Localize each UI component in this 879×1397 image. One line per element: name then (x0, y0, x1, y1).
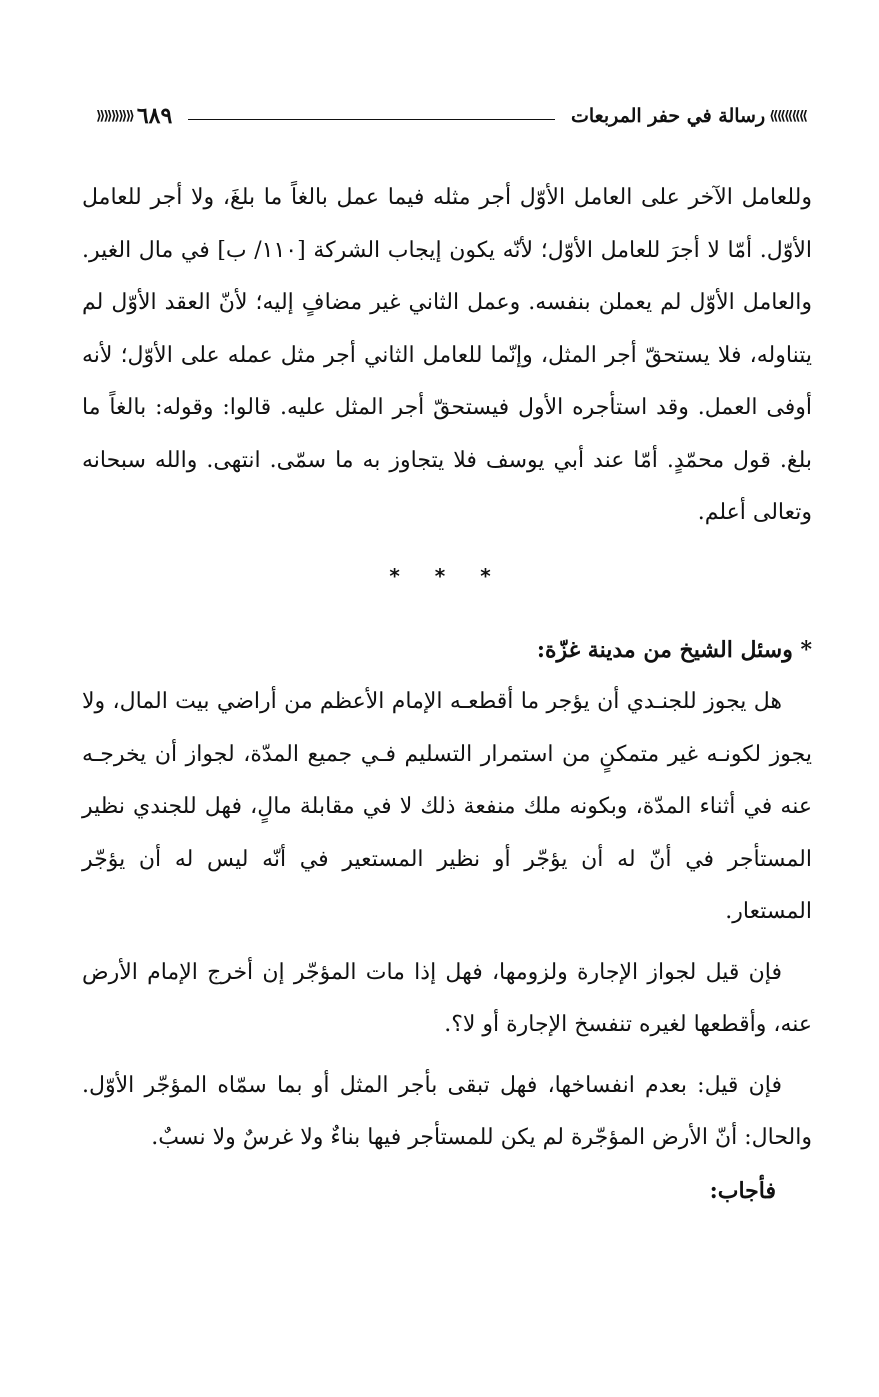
header-rule (188, 119, 555, 120)
paragraph-4: فإن قيل: بعدم انفساخها، فهل تبقى بأجر المثل أو بما سمّاه المؤجّر الأوّل. والحال: أنّ الأرض المؤجّرة لم يكن للمستأجر فيها بناءٌ ولا غرسٌ ولا نسبٌ. (82, 1072, 812, 1150)
paragraph-1: وللعامل الآخر على العامل الأوّل أجر مثله فيما عمل بالغاً ما بلغَ، ولا أجر للعامل الأوّل. أمّا لا أجرَ للعامل الأوّل؛ لأنّه يكون إيجاب الشركة [١١٠/ ب] في مال الغير. والعامل الأوّل لم يعملن بنفسه. وعمل الثاني غير مضافٍ إليه؛ لأنّ العقد الأوّل لم يتناوله، فلا يستحقّ أجر المثل، وإنّما للعامل الثاني أجر مثل عمله على الأوّل؛ لأنه أوفى العمل. وقد استأجره الأول فيستحقّ أجر المثل عليه. قالوا: وقوله: بالغاً ما بلغ. قول محمّدٍ. أمّا عند أبي يوسف فلا يتجاوز به ما سمّى. انتهى. والله سبحانه وتعالى أعلم. (82, 185, 813, 525)
paragraph-3: فإن قيل لجواز الإجارة ولزومها، فهل إذا مات المؤجّر إن أخرج الإمام الأرض عنه، وأقطعها لغيره تنفسخ الإجارة أو لا؟. (82, 959, 812, 1037)
question-heading: * وسئل الشيخ من مدينة غزّة: (536, 636, 812, 663)
body-text (82, 172, 812, 1217)
ornament-right-icon: ⟫⟫⟫⟫⟫ (769, 108, 806, 124)
answer-heading: فأجاب: (709, 1177, 776, 1204)
paragraph-2: هل يجوز للجنـدي أن يؤجر ما أقطعـه الإمام الأعظم من أراضي بيت المال، ولا يجوز لكونـه غير متمكنٍ من استمرار التسليم فـي جميع المدّة، لجواز أن يخرجـه عنه في أثناء المدّة، وبكونه ملك منفعة ذلك لا في مقابلة مالٍ، فهل للجندي نظير المستأجر في أنّ له أن يؤجّر أو نظير المستعير في أنّه ليس له أن يؤجّر المستعار. (82, 689, 812, 924)
section-separator: * * * (389, 563, 505, 588)
page-header (96, 96, 806, 136)
running-title: رسالة في حفر المربعات (571, 105, 766, 127)
ornament-left-icon: ⟪⟪⟪⟪⟪ (96, 108, 133, 124)
page-number: ٦٨٩ (136, 103, 173, 129)
